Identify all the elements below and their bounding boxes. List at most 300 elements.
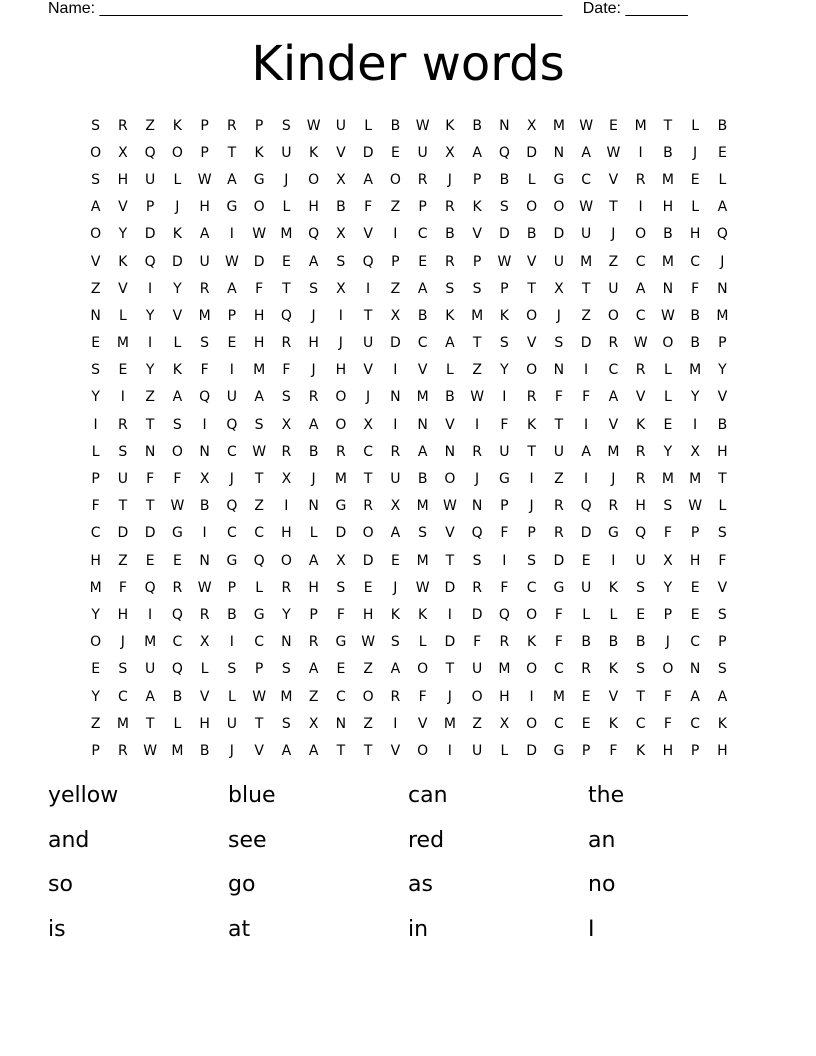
- grid-letter: Q: [498, 144, 510, 161]
- grid-letter: L: [718, 498, 727, 515]
- grid-letter: J: [556, 307, 561, 324]
- grid-row: [82, 357, 736, 384]
- grid-letter: K: [118, 253, 128, 270]
- grid-letter: K: [445, 307, 455, 324]
- grid-letter: R: [118, 742, 128, 759]
- grid-letter: D: [526, 144, 538, 161]
- grid-letter: H: [662, 742, 674, 759]
- grid-letter: A: [717, 688, 728, 705]
- grid-letter: U: [117, 471, 128, 488]
- grid-letter: S: [554, 335, 564, 352]
- grid-letter: S: [499, 335, 509, 352]
- grid-letter: L: [691, 199, 700, 216]
- grid-letter: B: [390, 117, 401, 134]
- grid-letter: L: [173, 171, 182, 188]
- grid-row: [82, 547, 736, 574]
- grid-letter: P: [91, 742, 100, 759]
- grid-letter: V: [90, 253, 101, 270]
- grid-letter: D: [144, 226, 156, 243]
- grid-letter: G: [335, 634, 347, 651]
- grid-letter: A: [445, 335, 455, 352]
- grid-letter: G: [171, 525, 183, 542]
- grid-row: [82, 520, 736, 547]
- grid-letter: Y: [500, 362, 509, 379]
- grid-letter: V: [445, 416, 455, 433]
- grid-letter: H: [362, 606, 374, 623]
- grid-letter: N: [471, 498, 483, 515]
- grid-letter: I: [638, 144, 643, 161]
- grid-letter: T: [472, 335, 482, 352]
- grid-letter: U: [608, 280, 619, 297]
- grid-letter: R: [281, 335, 292, 352]
- grid-letter: J: [611, 471, 616, 488]
- grid-letter: M: [116, 335, 129, 352]
- grid-letter: W: [579, 199, 594, 216]
- grid-letter: O: [308, 171, 320, 188]
- grid-letter: W: [306, 117, 321, 134]
- grid-letter: E: [636, 606, 646, 623]
- grid-letter: X: [336, 171, 346, 188]
- grid-letter: E: [91, 335, 101, 352]
- grid-letter: E: [363, 579, 373, 596]
- grid-letter: V: [118, 199, 128, 216]
- grid-letter: A: [635, 280, 646, 297]
- grid-letter: O: [553, 199, 565, 216]
- grid-letter: I: [148, 280, 153, 297]
- grid-letter: F: [91, 498, 100, 515]
- grid-letter: Y: [663, 579, 673, 596]
- grid-row: [82, 330, 736, 357]
- grid-letter: A: [390, 661, 401, 678]
- grid-letter: R: [554, 525, 564, 542]
- grid-letter: P: [472, 253, 482, 270]
- grid-letter: I: [502, 552, 507, 569]
- grid-letter: G: [253, 606, 265, 623]
- grid-letter: U: [145, 661, 156, 678]
- grid-letter: P: [254, 661, 264, 678]
- grid-letter: A: [581, 144, 591, 161]
- grid-letter: K: [527, 634, 537, 651]
- grid-letter: T: [254, 471, 264, 488]
- grid-letter: U: [335, 117, 346, 134]
- grid-letter: U: [472, 742, 483, 759]
- grid-letter: O: [526, 661, 538, 678]
- grid-letter: U: [226, 389, 237, 406]
- grid-letter: E: [690, 579, 700, 596]
- grid-letter: B: [499, 171, 510, 188]
- grid-letter: R: [336, 443, 346, 460]
- grid-letter: T: [554, 416, 564, 433]
- grid-letter: J: [175, 199, 180, 216]
- grid-letter: H: [635, 498, 646, 515]
- grid-letter: N: [90, 307, 101, 324]
- grid-letter: E: [581, 688, 591, 705]
- grid-letter: M: [198, 307, 211, 324]
- grid-letter: V: [172, 307, 183, 324]
- grid-letter: X: [363, 416, 373, 433]
- grid-letter: D: [117, 525, 129, 542]
- grid-letter: C: [363, 443, 374, 460]
- grid-letter: T: [145, 715, 155, 732]
- grid-letter: S: [717, 661, 727, 678]
- grid-letter: F: [364, 199, 373, 216]
- grid-letter: R: [554, 498, 564, 515]
- grid-letter: Q: [635, 525, 647, 542]
- grid-letter: B: [445, 226, 455, 243]
- grid-letter: H: [308, 579, 319, 596]
- grid-letter: R: [635, 471, 646, 488]
- grid-letter: Z: [608, 253, 619, 270]
- grid-letter: T: [254, 715, 264, 732]
- grid-letter: X: [499, 715, 510, 732]
- grid-letter: U: [199, 253, 210, 270]
- grid-letter: F: [146, 471, 155, 488]
- grid-letter: L: [609, 606, 618, 623]
- grid-letter: Z: [90, 280, 101, 297]
- grid-letter: P: [91, 471, 100, 488]
- grid-row: [82, 493, 736, 520]
- grid-letter: O: [90, 144, 102, 161]
- grid-letter: R: [390, 443, 401, 460]
- grid-letter: K: [608, 579, 618, 596]
- grid-letter: V: [717, 579, 728, 596]
- grid-letter: T: [282, 280, 291, 297]
- grid-letter: C: [635, 307, 646, 324]
- grid-letter: S: [472, 280, 482, 297]
- grid-letter: R: [199, 280, 210, 297]
- grid-letter: H: [689, 226, 701, 243]
- grid-letter: V: [635, 389, 646, 406]
- grid-row: [82, 194, 736, 221]
- grid-letter: I: [148, 606, 153, 623]
- grid-letter: M: [471, 307, 484, 324]
- grid-letter: O: [526, 362, 538, 379]
- grid-letter: F: [609, 742, 618, 759]
- grid-letter: A: [390, 525, 401, 542]
- grid-letter: D: [553, 226, 565, 243]
- grid-letter: X: [199, 634, 210, 651]
- grid-letter: R: [445, 253, 455, 270]
- grid-letter: J: [611, 226, 616, 243]
- grid-letter: U: [417, 144, 428, 161]
- grid-letter: L: [691, 117, 700, 134]
- grid-letter: E: [390, 552, 400, 569]
- grid-letter: E: [390, 144, 400, 161]
- grid-letter: H: [253, 307, 265, 324]
- grid-letter: D: [362, 552, 374, 569]
- grid-letter: P: [227, 307, 237, 324]
- grid-letter: B: [172, 688, 183, 705]
- grid-letter: D: [580, 335, 592, 352]
- grid-letter: X: [281, 471, 292, 488]
- grid-letter: Y: [282, 606, 291, 623]
- grid-letter: Y: [91, 606, 100, 623]
- grid-letter: C: [226, 525, 237, 542]
- word-list-item: I: [588, 916, 595, 942]
- grid-letter: A: [281, 742, 292, 759]
- grid-letter: X: [445, 144, 455, 161]
- grid-letter: I: [202, 525, 207, 542]
- grid-letter: U: [553, 443, 564, 460]
- grid-letter: W: [224, 253, 239, 270]
- word-list-item: go: [228, 872, 256, 897]
- grid-letter: I: [229, 362, 234, 379]
- grid-letter: C: [172, 634, 183, 651]
- grid-letter: L: [118, 307, 127, 324]
- grid-letter: B: [417, 471, 428, 488]
- grid-letter: T: [118, 498, 128, 515]
- grid-letter: T: [581, 280, 591, 297]
- grid-letter: F: [663, 715, 672, 732]
- grid-letter: B: [308, 443, 319, 460]
- grid-letter: T: [445, 552, 455, 569]
- grid-letter: I: [120, 389, 125, 406]
- grid-letter: E: [145, 552, 155, 569]
- grid-letter: O: [526, 307, 538, 324]
- grid-letter: I: [529, 688, 534, 705]
- grid-letter: H: [689, 552, 701, 569]
- grid-letter: L: [255, 579, 264, 596]
- grid-letter: V: [390, 742, 401, 759]
- grid-row: [82, 438, 736, 465]
- grid-letter: Q: [199, 389, 211, 406]
- grid-letter: O: [662, 661, 674, 678]
- grid-letter: F: [200, 362, 209, 379]
- grid-letter: O: [526, 715, 538, 732]
- grid-letter: C: [226, 443, 237, 460]
- grid-letter: H: [335, 362, 347, 379]
- grid-letter: Z: [308, 688, 319, 705]
- grid-letter: G: [335, 498, 347, 515]
- grid-row: [82, 683, 736, 710]
- grid-letter: Y: [173, 280, 182, 297]
- grid-letter: F: [718, 552, 727, 569]
- grid-letter: C: [635, 715, 646, 732]
- grid-letter: Z: [581, 307, 591, 324]
- grid-letter: M: [443, 715, 456, 732]
- grid-letter: K: [608, 661, 618, 678]
- grid-letter: Y: [91, 688, 100, 705]
- grid-letter: W: [415, 579, 430, 596]
- grid-letter: A: [717, 199, 728, 216]
- grid-letter: J: [311, 362, 316, 379]
- grid-letter: Z: [118, 552, 128, 569]
- grid-letter: A: [308, 253, 319, 270]
- grid-letter: M: [416, 389, 429, 406]
- grid-letter: R: [281, 579, 292, 596]
- grid-letter: M: [171, 742, 184, 759]
- grid-letter: F: [500, 416, 509, 433]
- grid-letter: R: [445, 199, 455, 216]
- grid-letter: J: [311, 471, 316, 488]
- grid-letter: C: [690, 715, 701, 732]
- grid-letter: W: [442, 498, 457, 515]
- grid-letter: I: [584, 362, 589, 379]
- grid-letter: R: [199, 606, 210, 623]
- grid-letter: J: [229, 471, 234, 488]
- grid-letter: N: [662, 280, 674, 297]
- grid-letter: V: [472, 226, 482, 243]
- grid-letter: A: [308, 416, 319, 433]
- grid-letter: R: [417, 171, 428, 188]
- grid-letter: V: [199, 688, 210, 705]
- grid-letter: S: [663, 498, 673, 515]
- grid-letter: J: [447, 688, 452, 705]
- grid-letter: Q: [471, 525, 483, 542]
- grid-letter: S: [390, 634, 400, 651]
- grid-letter: O: [417, 742, 429, 759]
- grid-letter: V: [717, 389, 728, 406]
- grid-letter: U: [581, 226, 592, 243]
- grid-letter: Z: [254, 498, 264, 515]
- grid-letter: N: [689, 661, 701, 678]
- grid-letter: C: [553, 715, 564, 732]
- grid-letter: S: [254, 416, 264, 433]
- grid-letter: Q: [580, 498, 592, 515]
- grid-letter: P: [663, 606, 673, 623]
- grid-letter: J: [338, 335, 343, 352]
- grid-letter: I: [229, 634, 234, 651]
- grid-letter: A: [417, 280, 428, 297]
- grid-letter: L: [445, 362, 454, 379]
- grid-letter: X: [390, 307, 401, 324]
- grid-letter: B: [472, 117, 482, 134]
- grid-letter: L: [309, 525, 318, 542]
- grid-letter: Z: [363, 661, 373, 678]
- grid-letter: D: [253, 253, 265, 270]
- grid-letter: T: [145, 416, 155, 433]
- grid-letter: O: [635, 226, 647, 243]
- grid-letter: I: [148, 335, 153, 352]
- grid-letter: T: [363, 307, 373, 324]
- grid-letter: Q: [226, 498, 238, 515]
- grid-row: [82, 248, 736, 275]
- grid-letter: G: [553, 742, 565, 759]
- grid-letter: X: [390, 498, 401, 515]
- grid-letter: V: [363, 362, 373, 379]
- grid-letter: U: [472, 661, 483, 678]
- grid-letter: S: [472, 552, 482, 569]
- grid-letter: S: [91, 362, 101, 379]
- grid-letter: M: [689, 471, 702, 488]
- grid-letter: R: [499, 634, 510, 651]
- grid-letter: F: [255, 280, 264, 297]
- grid-letter: Y: [663, 443, 673, 460]
- grid-letter: K: [499, 307, 509, 324]
- grid-letter: X: [336, 280, 346, 297]
- word-list-item: as: [408, 872, 433, 897]
- grid-letter: M: [416, 498, 429, 515]
- grid-letter: I: [284, 498, 289, 515]
- grid-letter: F: [500, 579, 509, 596]
- grid-letter: R: [308, 389, 319, 406]
- grid-letter: N: [553, 362, 565, 379]
- word-list-item: red: [408, 827, 445, 853]
- grid-letter: M: [116, 715, 129, 732]
- grid-letter: J: [393, 579, 398, 596]
- grid-letter: S: [717, 525, 727, 542]
- grid-letter: R: [172, 579, 183, 596]
- grid-letter: C: [254, 525, 265, 542]
- grid-letter: E: [608, 117, 618, 134]
- grid-letter: G: [226, 552, 238, 569]
- grid-letter: D: [553, 552, 565, 569]
- grid-letter: I: [202, 416, 207, 433]
- grid-letter: R: [390, 688, 401, 705]
- grid-letter: L: [173, 335, 182, 352]
- grid-letter: I: [393, 226, 398, 243]
- grid-letter: S: [281, 117, 291, 134]
- grid-letter: D: [362, 144, 374, 161]
- grid-letter: D: [389, 335, 401, 352]
- grid-letter: Q: [144, 144, 156, 161]
- grid-letter: C: [581, 171, 592, 188]
- grid-letter: O: [607, 307, 619, 324]
- grid-letter: H: [662, 199, 674, 216]
- grid-letter: C: [690, 253, 701, 270]
- grid-letter: D: [526, 742, 538, 759]
- grid-letter: S: [717, 606, 727, 623]
- grid-letter: K: [309, 144, 319, 161]
- grid-letter: H: [253, 335, 265, 352]
- grid-letter: R: [308, 634, 319, 651]
- grid-letter: Q: [280, 307, 292, 324]
- grid-letter: W: [606, 144, 621, 161]
- grid-letter: R: [581, 661, 591, 678]
- grid-letter: A: [417, 443, 428, 460]
- grid-row: [82, 656, 736, 683]
- grid-letter: O: [335, 416, 347, 433]
- grid-letter: M: [416, 552, 429, 569]
- grid-letter: T: [336, 742, 346, 759]
- grid-letter: W: [579, 117, 594, 134]
- grid-letter: G: [226, 199, 238, 216]
- grid-letter: M: [607, 443, 620, 460]
- grid-letter: B: [663, 226, 673, 243]
- grid-letter: L: [227, 688, 236, 705]
- grid-letter: V: [445, 525, 455, 542]
- grid-letter: A: [227, 280, 237, 297]
- grid-letter: L: [200, 661, 209, 678]
- grid-letter: L: [718, 171, 727, 188]
- grid-letter: K: [172, 117, 182, 134]
- grid-letter: Z: [472, 362, 482, 379]
- grid-letter: B: [690, 335, 700, 352]
- grid-letter: B: [336, 199, 346, 216]
- grid-letter: U: [635, 552, 646, 569]
- grid-letter: P: [500, 498, 509, 515]
- grid-letter: L: [663, 362, 672, 379]
- grid-letter: R: [608, 335, 619, 352]
- grid-letter: Q: [144, 579, 156, 596]
- grid-letter: M: [716, 307, 729, 324]
- grid-letter: G: [607, 525, 619, 542]
- grid-letter: C: [335, 688, 346, 705]
- grid-letter: B: [663, 144, 673, 161]
- grid-letter: V: [608, 416, 619, 433]
- grid-letter: H: [308, 335, 319, 352]
- word-list-item: yellow: [48, 783, 119, 808]
- grid-letter: B: [717, 416, 728, 433]
- grid-letter: L: [500, 742, 509, 759]
- grid-letter: L: [418, 634, 427, 651]
- grid-letter: I: [529, 471, 534, 488]
- grid-row: [82, 166, 736, 193]
- grid-letter: M: [661, 471, 674, 488]
- grid-letter: I: [611, 552, 616, 569]
- grid-letter: H: [199, 715, 210, 732]
- grid-row: [82, 221, 736, 248]
